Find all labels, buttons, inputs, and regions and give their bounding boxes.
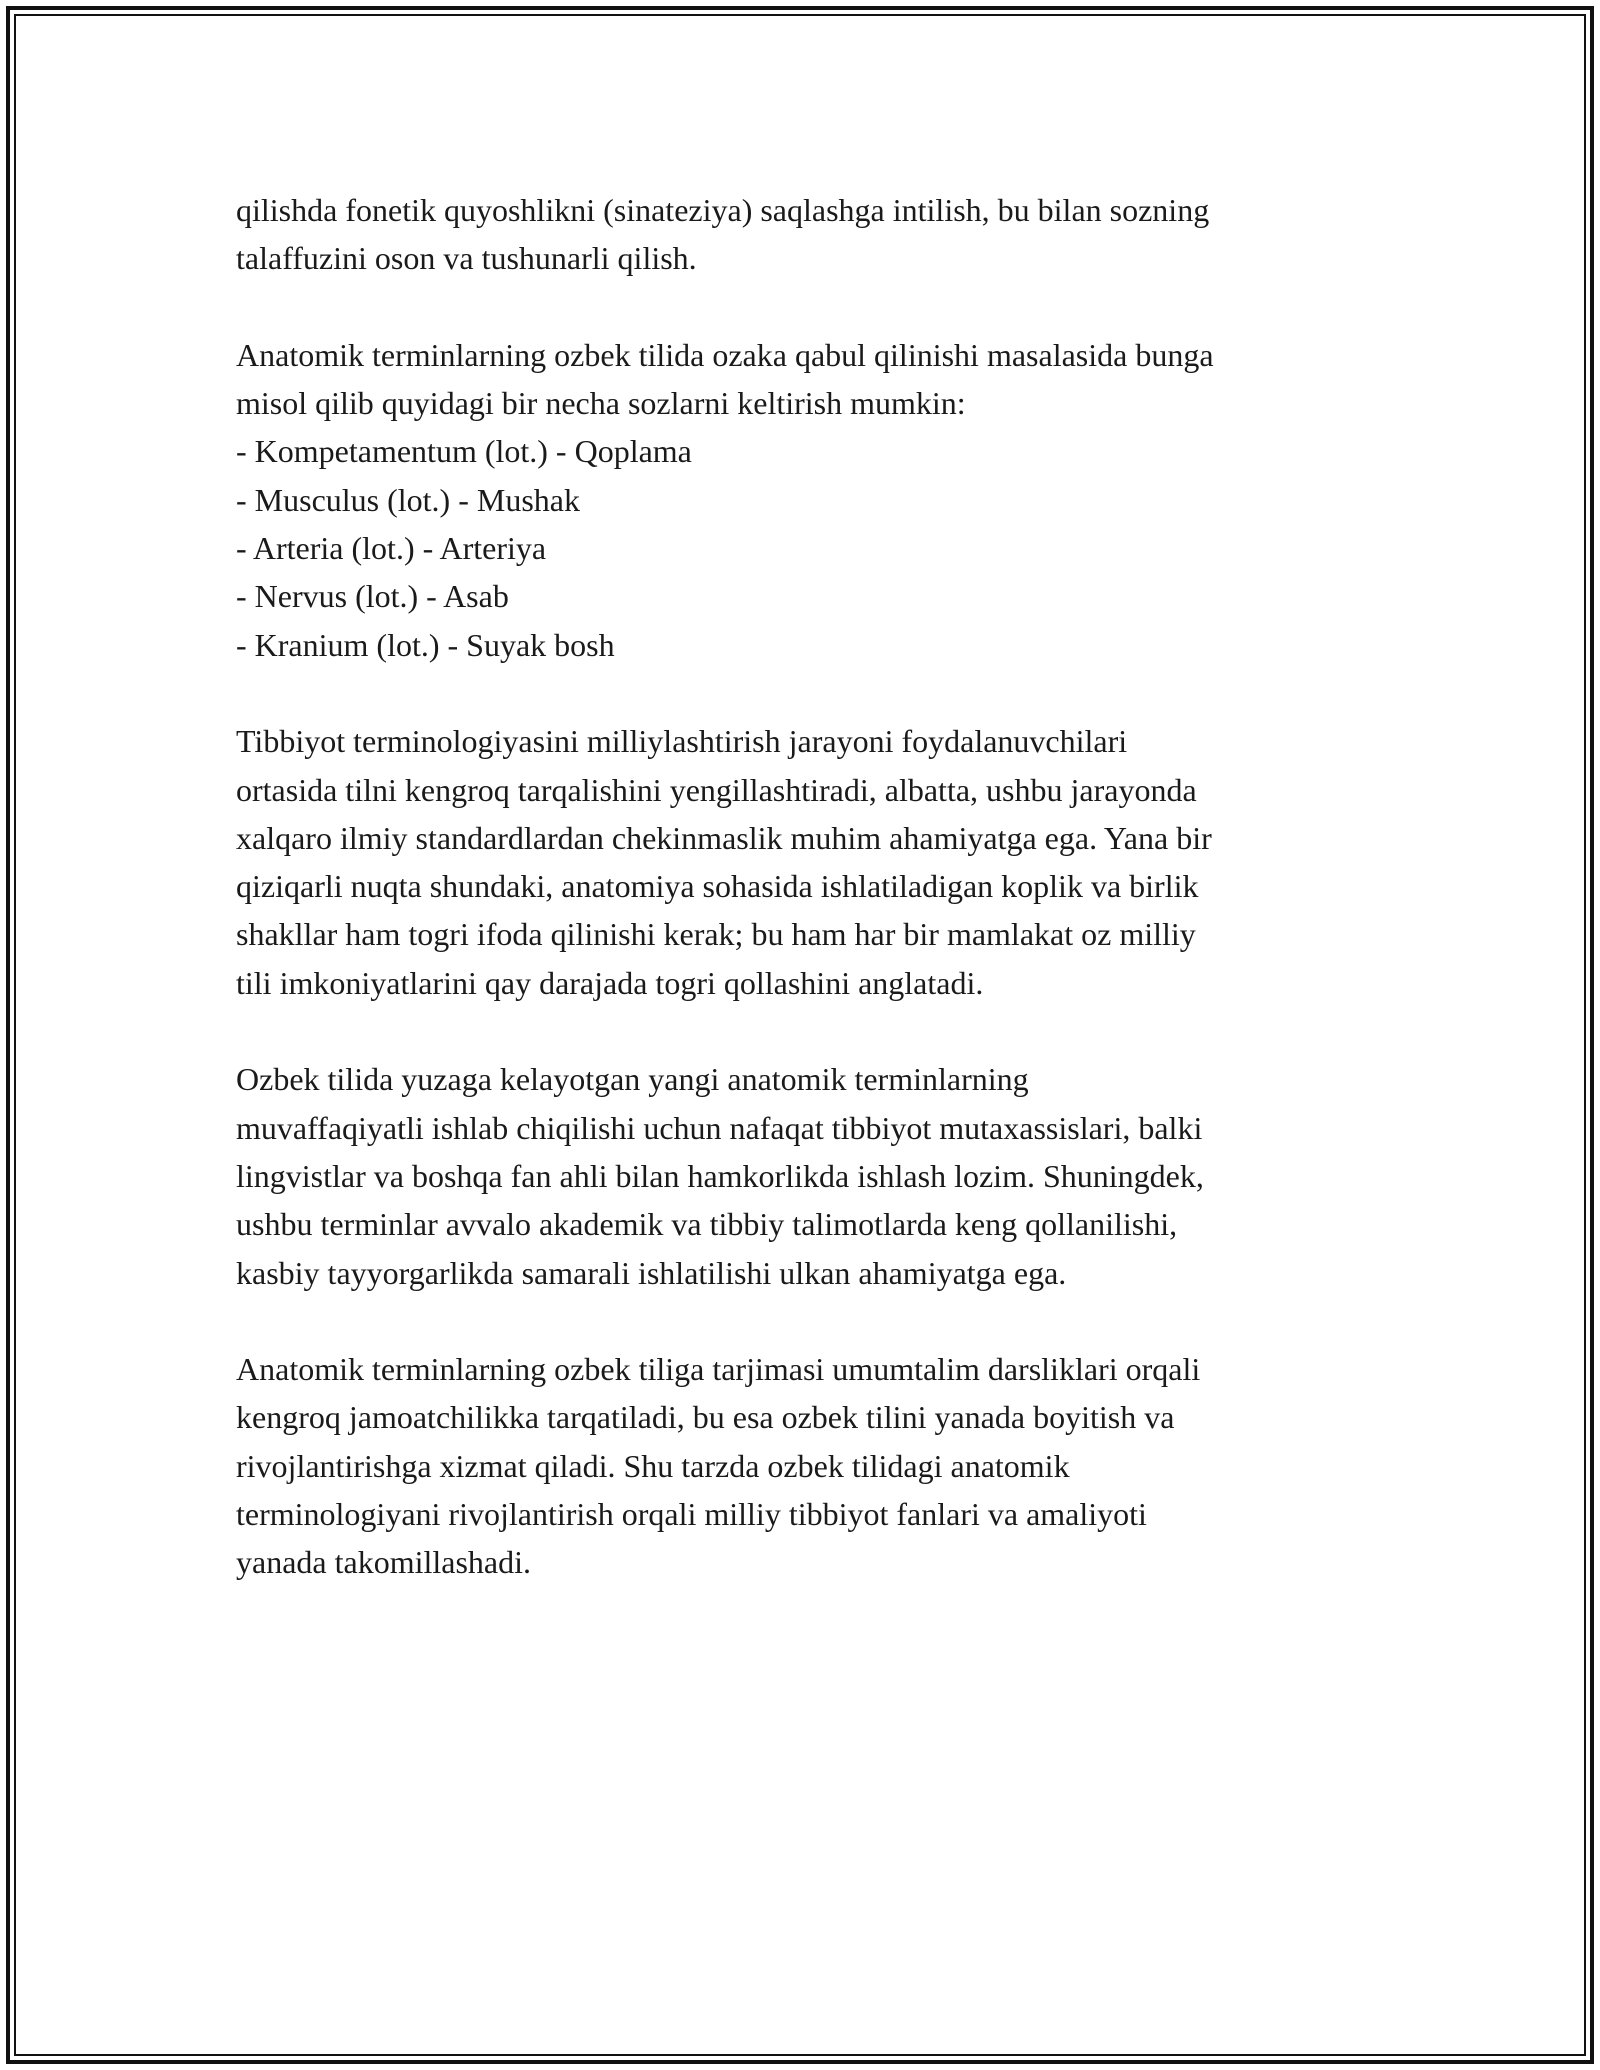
text-line: shakllar ham togri ifoda qilinishi kerak; bu ham har bir mamlakat oz milliy	[236, 916, 1196, 953]
text-line: ushbu terminlar avvalo akademik va tibbiy talimotlarda keng qollanilishi,	[236, 1206, 1178, 1243]
document-body	[236, 186, 1376, 1635]
text-line: Ozbek tilida yuzaga kelayotgan yangi anatomik terminlarning	[236, 1061, 1029, 1098]
list-item: - Arteria (lot.) - Arteriya	[236, 530, 547, 567]
paragraph-5	[236, 1345, 1376, 1586]
text-line: kasbiy tayyorgarlikda samarali ishlatilishi ulkan ahamiyatga ega.	[236, 1254, 1067, 1291]
text-line: yanada takomillashadi.	[236, 1544, 532, 1581]
paragraph-3	[236, 717, 1376, 1007]
text-line: misol qilib quyidagi bir necha sozlarni keltirish mumkin:	[236, 385, 966, 422]
text-line: terminologiyani rivojlantirish orqali milliy tibbiyot fanlari va amaliyoti	[236, 1496, 1147, 1533]
paragraph-1	[236, 186, 1376, 283]
text-line: rivojlantirishga xizmat qiladi. Shu tarzda ozbek tilidagi anatomik	[236, 1447, 1070, 1484]
text-line: ortasida tilni kengroq tarqalishini yengillashtiradi, albatta, ushbu jarayonda	[236, 771, 1197, 808]
list-item: - Kranium (lot.) - Suyak bosh	[236, 626, 615, 663]
list-item: - Kompetamentum (lot.) - Qoplama	[236, 433, 692, 470]
text-line: Anatomik terminlarning ozbek tilida ozaka qabul qilinishi masalasida bunga	[236, 336, 1214, 373]
paragraph-2	[236, 331, 1376, 669]
list-item: - Musculus (lot.) - Mushak	[236, 481, 580, 518]
text-line: qiziqarli nuqta shundaki, anatomiya sohasida ishlatiladigan koplik va birlik	[236, 868, 1199, 905]
text-line: xalqaro ilmiy standardlardan chekinmaslik muhim ahamiyatga ega. Yana bir	[236, 819, 1212, 856]
text-line: tili imkoniyatlarini qay darajada togri qollashini anglatadi.	[236, 964, 984, 1001]
text-line: lingvistlar va boshqa fan ahli bilan hamkorlikda ishlash lozim. Shuningdek,	[236, 1157, 1204, 1194]
text-line: muvaffaqiyatli ishlab chiqilishi uchun nafaqat tibbiyot mutaxassislari, balki	[236, 1109, 1203, 1146]
text-line: qilishda fonetik quyoshlikni (sinateziya) saqlashga intilish, bu bilan sozning	[236, 192, 1210, 228]
paragraph-4	[236, 1055, 1376, 1296]
text-line: Anatomik terminlarning ozbek tiliga tarjimasi umumtalim darsliklari orqali	[236, 1351, 1201, 1388]
list-item: - Nervus (lot.) - Asab	[236, 578, 509, 615]
text-line: talaffuzini oson va tushunarli qilish.	[236, 240, 697, 277]
text-line: Tibbiyot terminologiyasini milliylashtirish jarayoni foydalanuvchilari	[236, 723, 1128, 760]
text-line: kengroq jamoatchilikka tarqatiladi, bu esa ozbek tilini yanada boyitish va	[236, 1399, 1175, 1436]
